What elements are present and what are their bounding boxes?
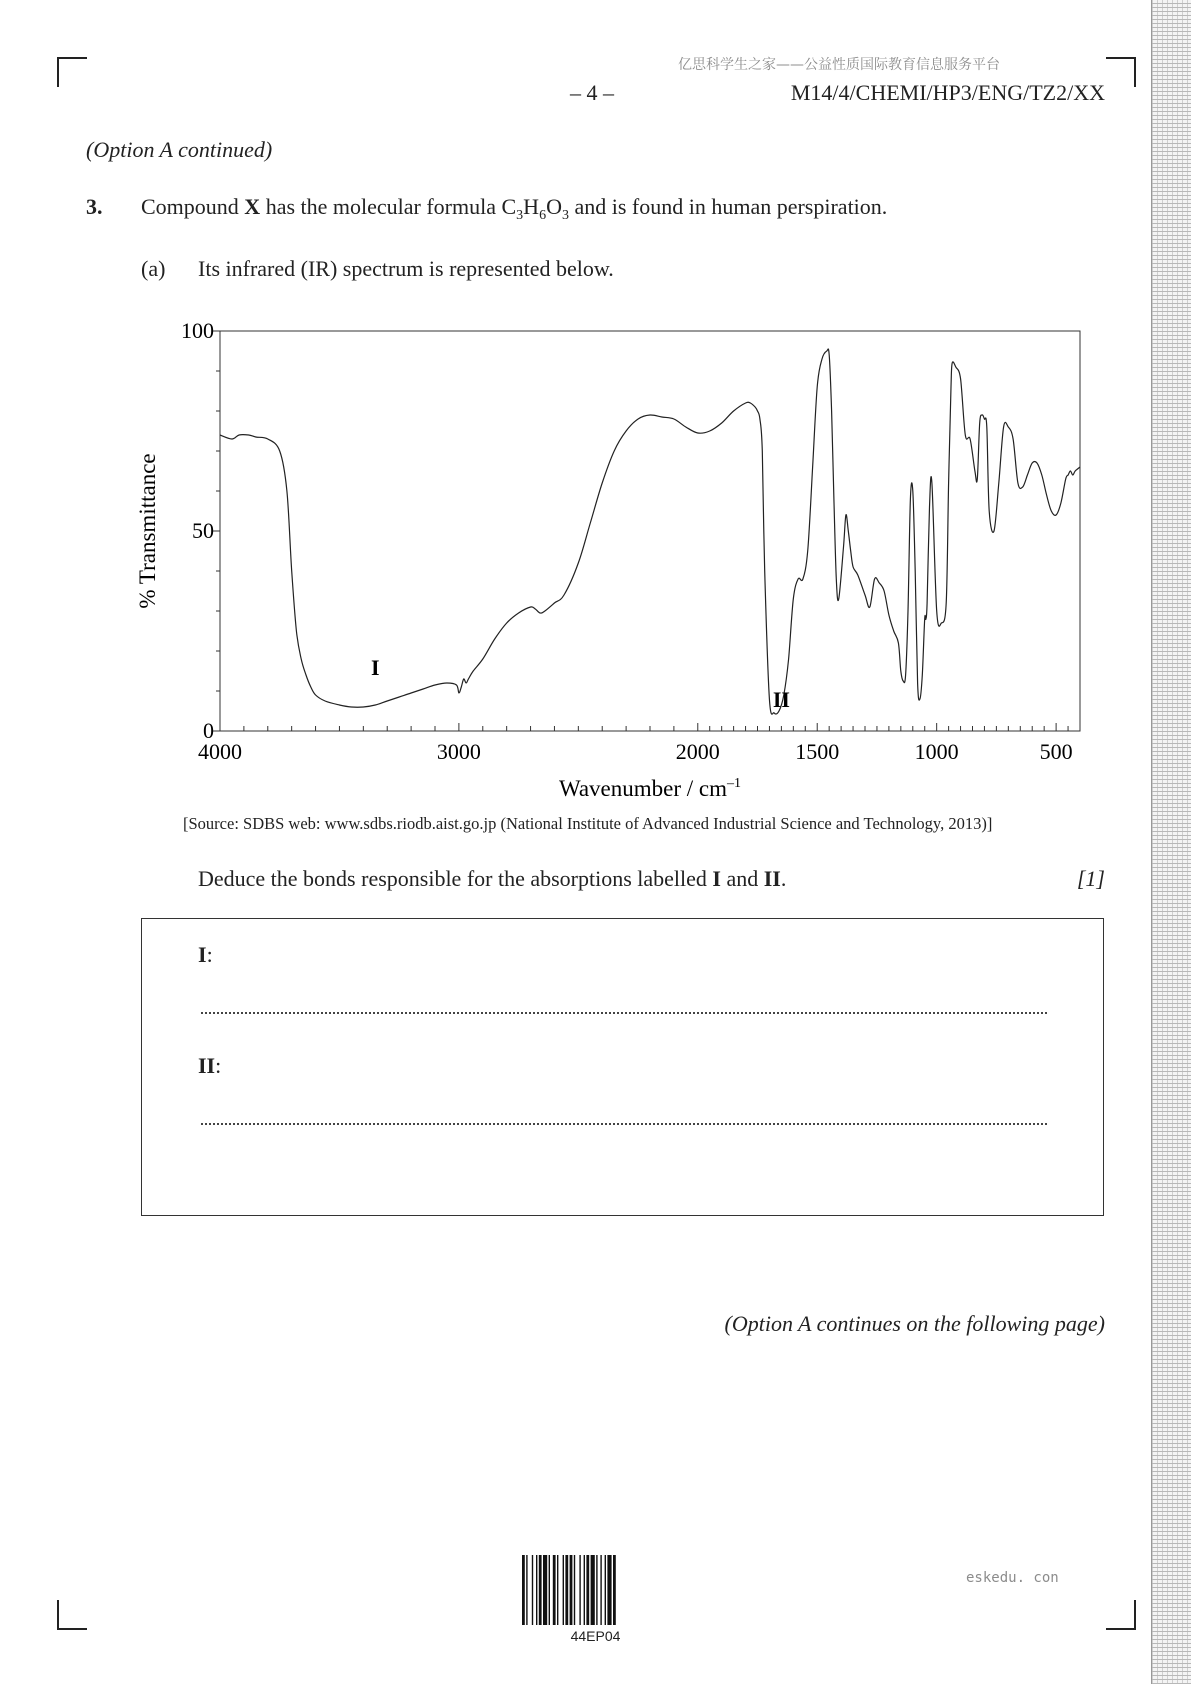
- answer-line-i[interactable]: [201, 1012, 1047, 1014]
- barcode: [522, 1555, 669, 1630]
- answer-label-i: [198, 942, 213, 968]
- x-axis-label: [559, 776, 741, 801]
- x-tick-label: 1000: [914, 739, 959, 764]
- formula-h: H: [523, 194, 540, 219]
- peak-annotations: [371, 655, 790, 712]
- answer-label-ii-text: II: [198, 1053, 216, 1078]
- x-tick-labels: [198, 739, 1073, 764]
- deduce-instruction: [198, 866, 786, 892]
- question-text-start: Compound: [141, 194, 245, 219]
- part-a-text: Its infrared (IR) spectrum is represented below.: [198, 256, 614, 281]
- x-tick-label: 1500: [795, 739, 840, 764]
- continues-note: (Option A continues on the following page): [724, 1311, 1105, 1336]
- deduce-text-and: and: [720, 866, 764, 891]
- barcode-bar: [553, 1555, 556, 1625]
- barcode-bar: [539, 1555, 542, 1625]
- crop-mark-top-right: [1106, 57, 1136, 87]
- formula-subscript-h: 6: [539, 208, 547, 223]
- crop-mark-bottom-right: [1106, 1600, 1136, 1630]
- deduce-text-start: Deduce the bonds responsible for the absorptions labelled: [198, 866, 713, 891]
- part-a-label: (a): [141, 256, 166, 281]
- barcode-bar: [570, 1555, 573, 1625]
- answer-label-ii-colon: :: [215, 1053, 222, 1078]
- formula-subscript-c: 3: [516, 208, 524, 223]
- barcode-bars: [522, 1555, 669, 1625]
- perforated-edge: [1151, 0, 1191, 1684]
- x-tick-label: 4000: [198, 739, 242, 764]
- barcode-bar: [613, 1555, 616, 1625]
- spectrum-line: [220, 349, 1080, 714]
- question-text: [141, 194, 888, 223]
- answer-label-i-colon: :: [206, 942, 213, 967]
- question-number: 3.: [86, 194, 103, 219]
- question-text-end: and is found in human perspiration.: [568, 194, 888, 219]
- x-tick-label: 500: [1039, 739, 1073, 764]
- barcode-bar: [584, 1555, 585, 1625]
- barcode-bar: [607, 1555, 611, 1625]
- barcode-bar: [565, 1555, 568, 1625]
- option-continued: (Option A continued): [86, 137, 273, 162]
- header-watermark: 亿思科学生之家——公益性质国际教育信息服务平台: [678, 57, 1000, 73]
- barcode-bar: [543, 1555, 547, 1625]
- crop-mark-top-left: [57, 57, 87, 87]
- answer-line-ii[interactable]: [201, 1123, 1047, 1125]
- barcode-bar: [563, 1555, 564, 1625]
- x-minor-ticks: [220, 723, 1080, 731]
- x-axis-label-superscript: –1: [727, 776, 742, 791]
- barcode-bar: [532, 1555, 533, 1625]
- barcode-bar: [596, 1555, 597, 1625]
- barcode-bar: [586, 1555, 589, 1625]
- compound-label: X: [244, 194, 261, 219]
- source-citation: [Source: SDBS web: www.sdbs.riodb.aist.go.jp (National Institute of Advanced Industrial Science and Technology, 2013)]: [183, 814, 993, 833]
- barcode-bar: [522, 1555, 525, 1625]
- formula-subscript-o: 3: [561, 208, 569, 223]
- x-tick-label: 2000: [675, 739, 720, 764]
- barcode-bar: [600, 1555, 601, 1625]
- y-tick-label: 0: [203, 718, 214, 743]
- y-minor-ticks: [213, 331, 220, 731]
- ir-spectrum-svg: [125, 310, 1090, 810]
- barcode-bar: [536, 1555, 537, 1625]
- barcode-bar: [557, 1555, 558, 1625]
- y-tick-labels: [181, 318, 214, 743]
- answer-box: [141, 918, 1104, 1216]
- barcode-bar: [591, 1555, 595, 1625]
- formula-o: O: [546, 194, 562, 219]
- crop-mark-bottom-left: [57, 1600, 87, 1630]
- barcode-bar: [526, 1555, 527, 1625]
- page-number: – 4 –: [570, 80, 614, 105]
- deduce-label-i: I: [712, 866, 721, 891]
- barcode-label: 44EP04: [570, 1628, 621, 1644]
- question-text-formula: has the molecular formula C: [260, 194, 517, 219]
- deduce-label-ii: II: [763, 866, 781, 891]
- y-axis-label: % Transmittance: [135, 453, 160, 609]
- y-tick-label: 50: [192, 518, 214, 543]
- barcode-bar: [605, 1555, 606, 1625]
- peak-label: II: [772, 687, 790, 712]
- deduce-text-end: .: [780, 866, 787, 891]
- barcode-bar: [574, 1555, 575, 1625]
- site-watermark: eskedu. con: [966, 1570, 1059, 1586]
- peak-label: I: [370, 655, 380, 680]
- answer-label-ii: [198, 1053, 221, 1079]
- marks-allocation: [1]: [1076, 866, 1105, 891]
- answer-label-i-text: I: [198, 942, 207, 967]
- paper-code: M14/4/CHEMI/HP3/ENG/TZ2/XX: [790, 80, 1105, 105]
- ir-spectrum-chart: [125, 310, 1090, 815]
- y-tick-label: 100: [181, 318, 214, 343]
- x-axis-label-text: Wavenumber / cm: [558, 776, 728, 801]
- barcode-bar: [549, 1555, 550, 1625]
- x-tick-label: 3000: [436, 739, 481, 764]
- barcode-bar: [579, 1555, 580, 1625]
